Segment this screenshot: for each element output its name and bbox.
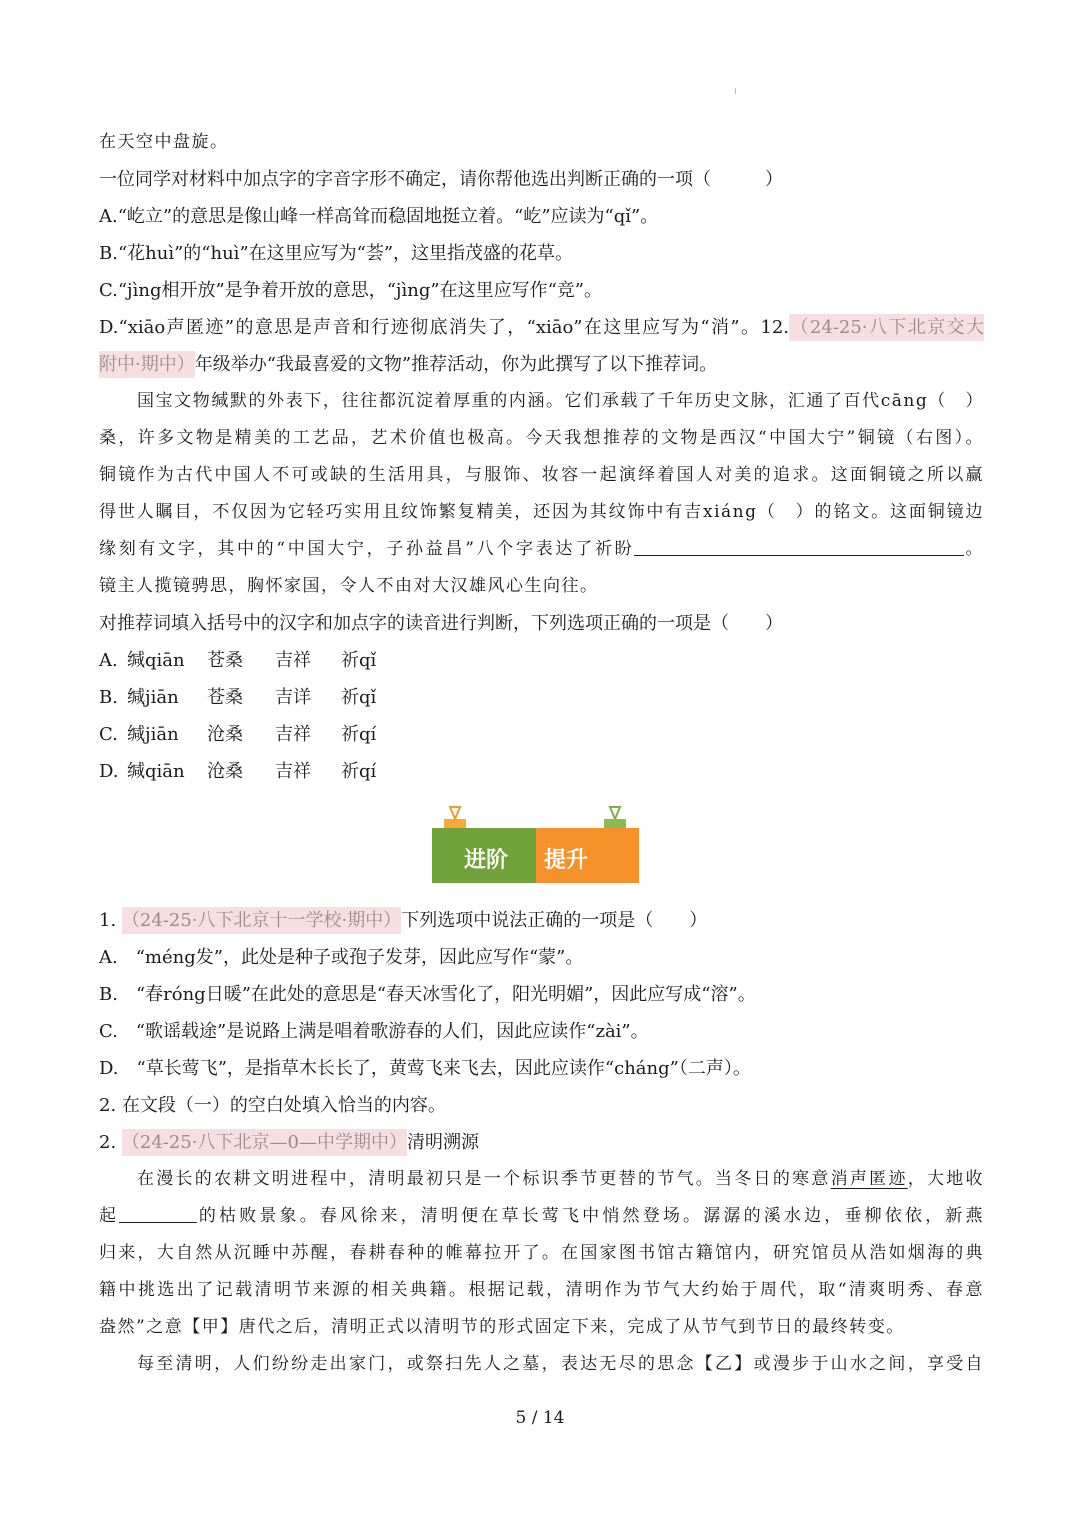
text-segment: 籍中挑选出了记载清明节来源的相关典籍。根据记载，清明作为节气大约始于周代，取“清爽明秀、春意 <box>99 1280 984 1300</box>
option-value: 祈qǐ <box>341 650 377 671</box>
answer-option <box>99 679 984 716</box>
text-line <box>99 531 984 568</box>
option-value: 吉祥 <box>275 650 311 671</box>
text-line <box>99 902 984 939</box>
text-line <box>99 1346 984 1383</box>
option-letter: C. <box>99 724 118 745</box>
question-block-bottom <box>99 902 984 1383</box>
text-segment: 缘刻有文字，其中的“中国大宁，子孙益昌”八个字表达了祈盼 <box>99 539 635 559</box>
option-value: 祈qǐ <box>341 687 377 708</box>
text-line <box>99 939 984 976</box>
text-segment: 1. <box>99 910 122 931</box>
option-value: 祈qí <box>341 761 377 782</box>
text-segment: 镜主人揽镜骋思，胸怀家国，令人不由对大汉雄风心生向往。 <box>99 576 599 596</box>
option-letter: B. <box>99 687 118 708</box>
text-segment: C.“jìng相开放”是争着开放的意思，“jìng”在这里应写作“竞”。 <box>99 280 602 301</box>
text-segment: 年级举办“我最喜爱的文物”推荐活动，你为此撰写了以下推荐词。 <box>194 354 718 375</box>
text-segment: B.“花huì”的“huì”在这里应写为“荟”，这里指茂盛的花草。 <box>99 243 574 264</box>
text-line <box>99 605 984 642</box>
text-line <box>99 494 984 531</box>
text-line <box>99 457 984 494</box>
text-segment: 2. 在文段（一）的空白处填入恰当的内容。 <box>99 1095 446 1116</box>
option-value: 苍桑 <box>207 687 243 708</box>
option-letter: A. <box>99 650 118 671</box>
text-segment: A. “méng发”，此处是种子或孢子发芽，因此应写作“蒙”。 <box>99 947 584 968</box>
text-line <box>99 161 984 198</box>
option-value: 苍桑 <box>207 650 243 671</box>
source-tag: （24-25·八下北京交大 <box>789 314 984 341</box>
answer-option <box>99 642 984 679</box>
option-letter: D. <box>99 761 119 782</box>
text-line <box>99 124 984 161</box>
option-value: 缄jiān <box>127 687 179 708</box>
text-segment: 一位同学对材料中加点字的字音字形不确定，请你帮他选出判断正确的一项（ ） <box>99 169 783 190</box>
text-segment: 在漫长的农耕文明进程中，清明最初只是一个标识季节更替的节气。当冬日的寒意 <box>137 1169 831 1189</box>
text-segment: D.“xiāo声匿迹”的意思是声音和行迹彻底消失了，“xiāo”在这里应写为“消”。12. <box>99 317 790 338</box>
underlined-text: 消声匿迹 <box>830 1169 908 1189</box>
text-line <box>99 235 984 272</box>
text-line <box>99 309 984 346</box>
text-line <box>99 346 984 383</box>
banner-left-text: 进阶 <box>464 848 509 873</box>
text-segment: 盎然”之意【甲】唐代之后，清明正式以清明节的形式固定下来，完成了从节气到节日的最终转变。 <box>99 1317 905 1337</box>
section-banner <box>432 805 639 883</box>
text-line <box>99 1235 984 1272</box>
text-segment: 国宝文物缄默的外表下，往往都沉淀着厚重的内涵。它们承载了千年历史文脉，汇通了百代cāng（ ） <box>137 391 984 411</box>
text-line <box>99 383 984 420</box>
source-tag: 附中·期中） <box>99 351 195 378</box>
text-segment: C. “歌谣载途”是说路上满是唱着歌游春的人们，因此应读作“zài”。 <box>99 1021 649 1042</box>
text-segment: 清明溯源 <box>406 1132 479 1153</box>
text-segment: B. “春róng日暖”在此处的意思是“春天冰雪化了，阳光明媚”，因此应写成“溶”。 <box>99 984 756 1005</box>
option-value: 沧桑 <box>207 724 243 745</box>
text-segment: 每至清明，人们纷纷走出家门，或祭扫先人之墓，表达无尽的思念【乙】或漫步于山水之间，享受自 <box>137 1354 984 1374</box>
text-line <box>99 1309 984 1346</box>
text-line <box>99 568 984 605</box>
option-value: 沧桑 <box>207 761 243 782</box>
answer-option <box>99 753 984 790</box>
text-line <box>99 420 984 457</box>
text-segment: ，大地收 <box>907 1169 984 1189</box>
option-value: 吉详 <box>275 687 311 708</box>
option-value: 吉祥 <box>275 761 311 782</box>
text-segment: 2. <box>99 1132 122 1153</box>
fill-blank <box>634 533 964 556</box>
text-line <box>99 1161 984 1198</box>
text-segment: 。 <box>964 539 984 559</box>
option-value: 缄qiān <box>127 761 185 782</box>
text-segment: D. “草长莺飞”，是指草木长长了，黄莺飞来飞去，因此应读作“cháng”（二声）。 <box>99 1058 751 1079</box>
text-line <box>99 198 984 235</box>
scan-mark <box>735 88 736 94</box>
text-segment: 下列选项中说法正确的一项是（ ） <box>401 910 708 931</box>
text-segment: 桑，许多文物是精美的工艺品，艺术价值也极高。今天我想推荐的文物是西汉“中国大宁”铜镜（右图）。 <box>99 428 984 448</box>
option-value: 缄qiān <box>127 650 185 671</box>
text-line <box>99 272 984 309</box>
text-line <box>99 1013 984 1050</box>
source-tag: （24-25·八下北京—0—中学期中） <box>122 1129 407 1156</box>
text-segment: 得世人瞩目，不仅因为它轻巧实用且纹饰繁复精美，还因为其纹饰中有吉xiáng（ ）的铭文。这面铜镜边 <box>99 502 984 522</box>
text-line <box>99 1272 984 1309</box>
text-line <box>99 1087 984 1124</box>
text-segment: 对推荐词填入括号中的汉字和加点字的读音进行判断，下列选项正确的一项是（ ） <box>99 613 783 634</box>
question-block-top <box>99 124 984 790</box>
banner-right-text: 提升 <box>544 848 589 873</box>
text-segment: 铜镜作为古代中国人不可或缺的生活用具，与服饰、妆容一起演绎着国人对美的追求。这面铜镜之所以赢 <box>99 465 984 485</box>
text-line <box>99 976 984 1013</box>
option-value: 缄jiān <box>127 724 179 745</box>
fill-blank <box>119 1200 197 1223</box>
text-segment: A.“屹立”的意思是像山峰一样高耸而稳固地挺立着。“屹”应读为“qǐ”。 <box>99 206 659 227</box>
option-value: 祈qí <box>341 724 377 745</box>
text-line <box>99 1124 984 1161</box>
page-number: 5 / 14 <box>515 1408 565 1428</box>
text-segment: 的枯败景象。春风徐来，清明便在草长莺飞中悄然登场。潺潺的溪水边，垂柳依依，新燕 <box>197 1206 984 1226</box>
option-value: 吉祥 <box>275 724 311 745</box>
text-line <box>99 1198 984 1235</box>
text-line <box>99 1050 984 1087</box>
text-segment: 在天空中盘旋。 <box>99 132 229 152</box>
source-tag: （24-25·八下北京十一学校·期中） <box>122 907 401 934</box>
text-segment: 起 <box>99 1206 120 1226</box>
text-segment: 归来，大自然从沉睡中苏醒，春耕春种的帷幕拉开了。在国家图书馆古籍馆内，研究馆员从浩如烟海的典 <box>99 1243 984 1263</box>
answer-option <box>99 716 984 753</box>
